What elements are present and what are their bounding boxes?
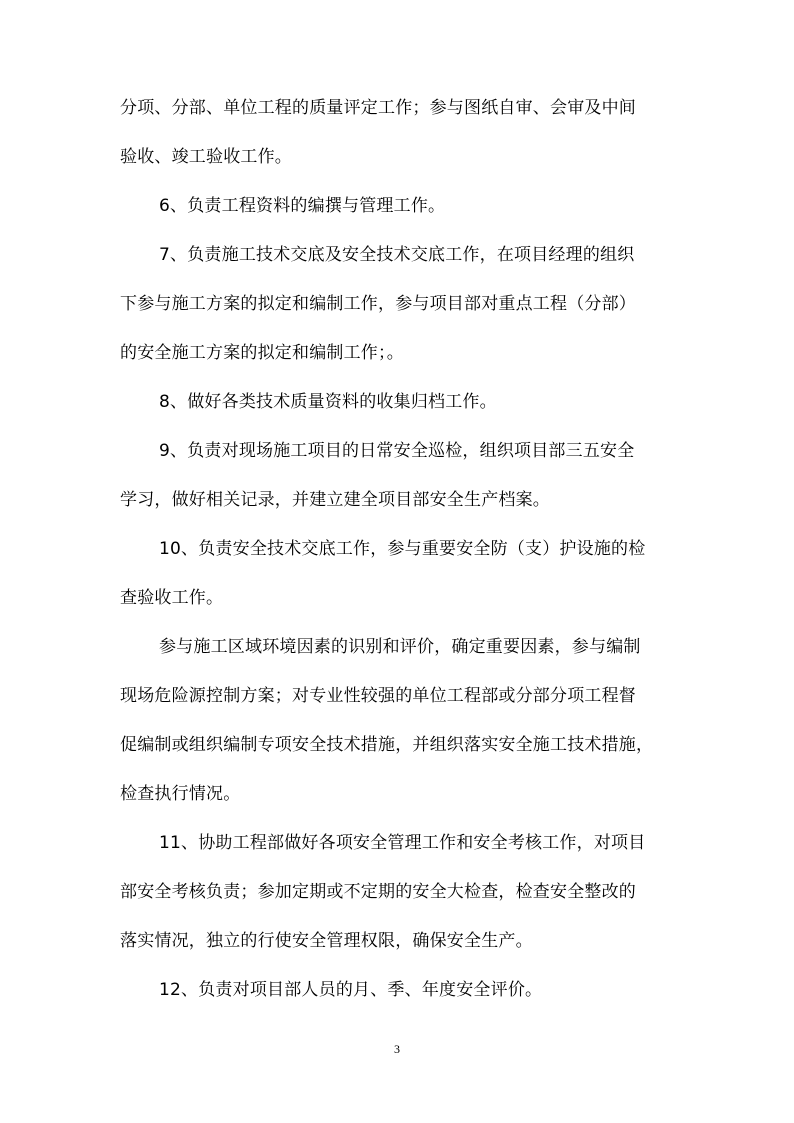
text-line: 的安全施工方案的拟定和编制工作；。 (120, 343, 404, 363)
text-line: 查验收工作。 (120, 588, 224, 608)
paragraph-item-12: 12、负责对项目部人员的月、季、年度安全评价。 (159, 980, 543, 1000)
paragraph-item-8: 8、做好各类技术质量资料的收集归档工作。 (159, 392, 497, 412)
text-line: 现场危险源控制方案；对专业性较强的单位工程部或分部分项工程督 (120, 686, 636, 706)
paragraph-environment: 参与施工区域环境因素的识别和评价，确定重要因素，参与编制 (159, 637, 641, 657)
text-line: 促编制或组织编制专项安全技术措施，并组织落实安全施工技术措施， (120, 735, 654, 755)
paragraph-item-10: 10、负责安全技术交底工作，参与重要安全防（支）护设施的检 (159, 539, 646, 559)
text-line: 部安全考核负责；参加定期或不定期的安全大检查，检查安全整改的 (120, 882, 636, 902)
text-line: 检查执行情况。 (120, 784, 241, 804)
text-line: 落实情况，独立的行使安全管理权限，确保安全生产。 (120, 931, 533, 951)
paragraph-item-6: 6、负责工程资料的编撰与管理工作。 (159, 196, 446, 216)
paragraph-item-9: 9、负责对现场施工项目的日常安全巡检，组织项目部三五安全 (159, 441, 635, 461)
text-line: 分项、分部、单位工程的质量评定工作；参与图纸自审、会审及中间 (120, 98, 636, 118)
paragraph-item-11: 11、协助工程部做好各项安全管理工作和安全考核工作，对项目 (159, 833, 646, 853)
paragraph-item-7: 7、负责施工技术交底及安全技术交底工作，在项目经理的组织 (159, 245, 635, 265)
page-number: 3 (394, 1042, 400, 1056)
text-line: 验收、竣工验收工作。 (120, 147, 292, 167)
text-line: 下参与施工方案的拟定和编制工作，参与项目部对重点工程（分部） (120, 294, 636, 314)
text-line: 学习，做好相关记录，并建立建全项目部安全生产档案。 (120, 490, 550, 510)
